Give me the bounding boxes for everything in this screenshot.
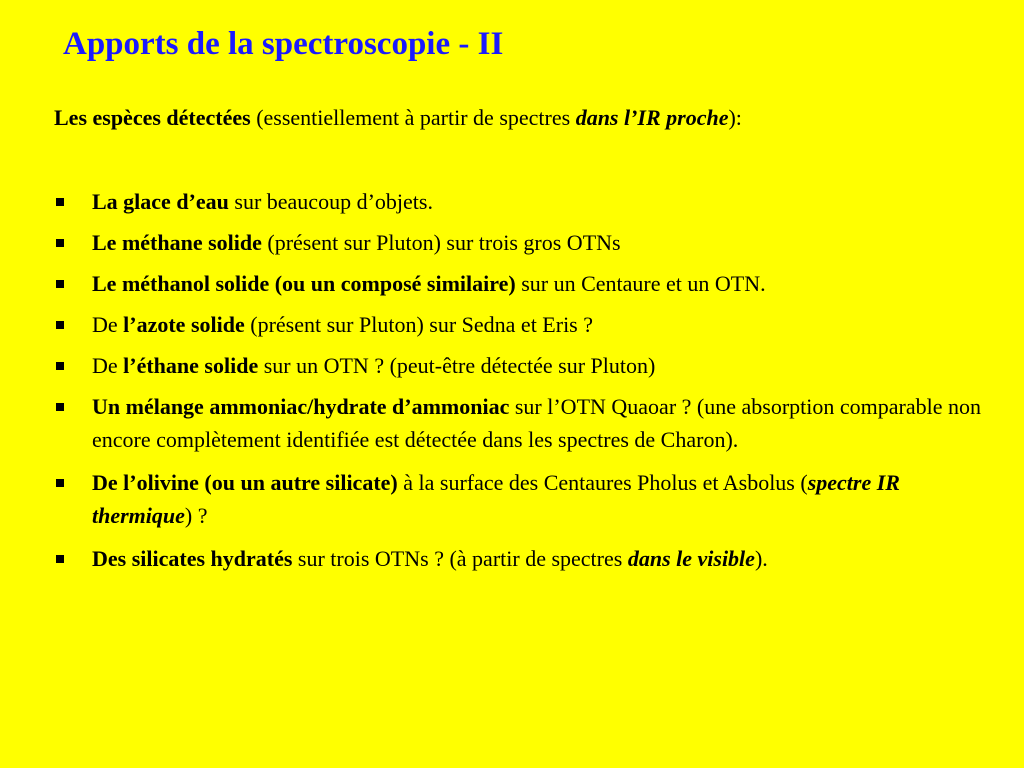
intro-italic: dans l’IR proche	[575, 105, 729, 130]
item-bold: Un mélange ammoniac/hydrate d’ammoniac	[92, 394, 510, 419]
square-bullet-icon	[56, 239, 64, 247]
item-bold: Le méthanol solide (ou un composé similaire)	[92, 271, 516, 296]
item-text: sur trois OTNs ? (à partir de spectres	[292, 546, 628, 571]
item-text: (présent sur Pluton) sur Sedna et Eris ?	[244, 312, 594, 337]
intro-bold: Les espèces détectées	[54, 105, 251, 130]
item-suffix: ) ?	[184, 503, 208, 528]
item-bold: Le méthane solide	[92, 230, 262, 255]
square-bullet-icon	[56, 555, 64, 563]
item-bold: l’azote solide	[123, 312, 245, 337]
intro-text-2: ):	[728, 105, 742, 130]
slide-title: Apports de la spectroscopie - II	[63, 26, 504, 62]
item-prefix: De	[92, 353, 124, 378]
list-item	[54, 390, 984, 456]
item-bold: l’éthane solide	[123, 353, 259, 378]
item-text: sur l’OTN Quaoar ? (une absorption comparable non encore complètement identifiée est détectée dans les spectres de Charon).	[92, 394, 981, 452]
item-text: à la surface des Centaures Pholus et Asbolus (	[397, 470, 808, 495]
list-item	[54, 267, 984, 300]
species-list	[54, 185, 984, 583]
item-italic: spectre IR thermique	[92, 470, 900, 528]
list-item	[54, 542, 984, 575]
intro-line	[54, 103, 742, 133]
item-bold: De l’olivine (ou un autre silicate)	[92, 470, 398, 495]
intro-text-1: (essentiellement à partir de spectres	[250, 105, 576, 130]
item-text: sur un Centaure et un OTN.	[515, 271, 766, 296]
list-item	[54, 349, 984, 382]
list-item	[54, 226, 984, 259]
item-bold: Des silicates hydratés	[92, 546, 293, 571]
item-bold: La glace d’eau	[92, 189, 229, 214]
list-item	[54, 466, 984, 532]
item-text: (présent sur Pluton) sur trois gros OTNs	[261, 230, 621, 255]
square-bullet-icon	[56, 321, 64, 329]
item-text: sur un OTN ? (peut-être détectée sur Pluton)	[258, 353, 656, 378]
square-bullet-icon	[56, 479, 64, 487]
list-item	[54, 308, 984, 341]
item-suffix: ).	[754, 546, 768, 571]
square-bullet-icon	[56, 362, 64, 370]
square-bullet-icon	[56, 403, 64, 411]
square-bullet-icon	[56, 280, 64, 288]
list-item	[54, 185, 984, 218]
item-italic: dans le visible	[627, 546, 755, 571]
item-text: sur beaucoup d’objets.	[228, 189, 433, 214]
square-bullet-icon	[56, 198, 64, 206]
item-prefix: De	[92, 312, 124, 337]
